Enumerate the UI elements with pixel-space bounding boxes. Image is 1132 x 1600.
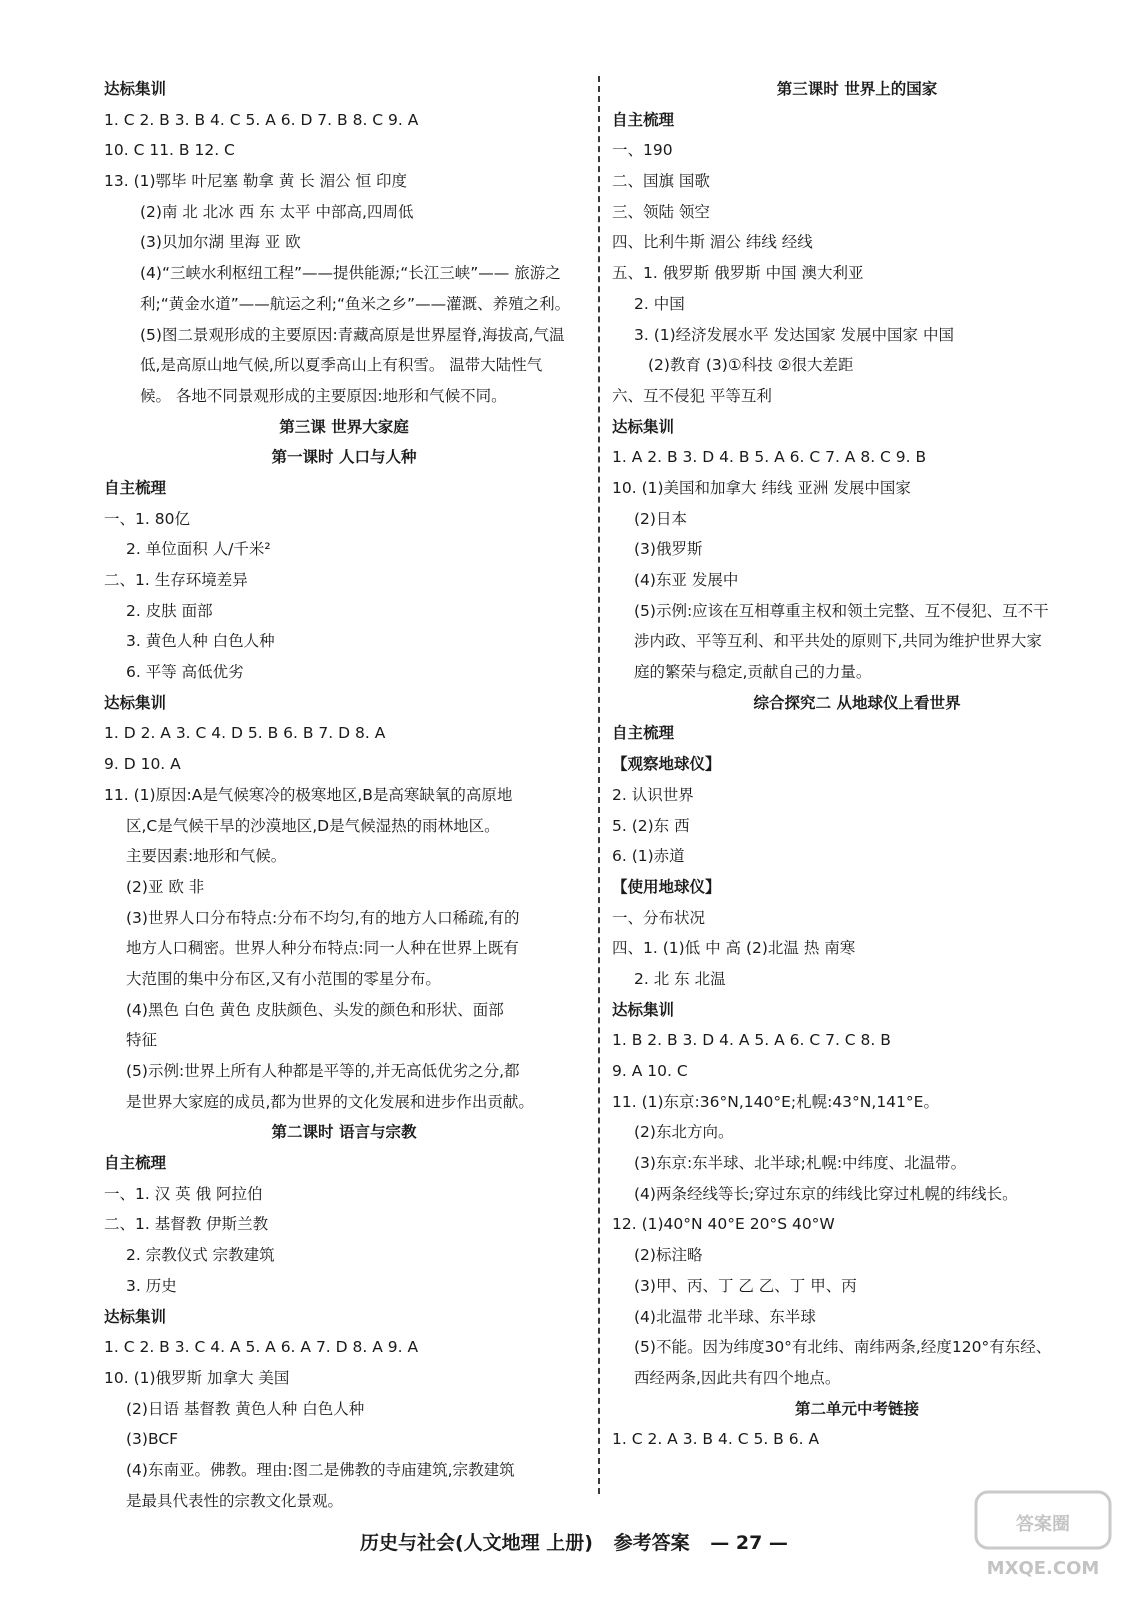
answer-line: 2. 中国	[634, 294, 685, 313]
answer-line: 主要因素:地形和气候。	[126, 847, 287, 866]
answer-line: 13. (1)鄂毕 叶尼塞 勒拿 黄 长 湄公 恒 印度	[104, 172, 408, 191]
answer-line: 涉内政、平等互利、和平共处的原则下,共同为维护世界大家	[634, 632, 1042, 651]
answer-line: 二、国旗 国歌	[612, 172, 710, 191]
answer-line: 低,是高原山地气候,所以夏季高山上有积雪。 温带大陆性气	[140, 356, 543, 375]
answer-line: (3)东京:东半球、北半球;札幌:中纬度、北温带。	[634, 1154, 967, 1173]
answer-line: (4)两条经线等长;穿过东京的纬线比穿过札幌的纬线长。	[634, 1184, 1018, 1203]
answer-line: (2)南 北 北冰 西 东 太平 中部高,四周低	[140, 202, 414, 221]
answer-line: 区,C是气候干旱的沙漠地区,D是气候湿热的雨林地区。	[126, 816, 500, 835]
answer-line: 2. 认识世界	[612, 785, 694, 804]
answer-line: (3)世界人口分布特点:分布不均匀,有的地方人口稀疏,有的	[126, 908, 520, 927]
answer-line: 一、190	[612, 141, 673, 160]
answer-line: 1. C 2. A 3. B 4. C 5. B 6. A	[612, 1430, 820, 1449]
section-heading: 第二单元中考链接	[794, 1399, 919, 1418]
answer-line: 一、分布状况	[612, 908, 706, 927]
answer-line: 2. 单位面积 人/千米²	[126, 540, 271, 559]
answer-line: 四、1. (1)低 中 高 (2)北温 热 南寒	[612, 939, 856, 958]
answer-line: (2)标注略	[634, 1246, 703, 1265]
answer-line: (2)教育 (3)①科技 ②很大差距	[648, 356, 854, 375]
subsection-heading: 自主梳理	[104, 478, 167, 497]
answer-line: 利;“黄金水道”——航运之利;“鱼米之乡”——灌溉、养殖之利。	[140, 294, 571, 313]
answer-line: (5)图二景观形成的主要原因:青藏高原是世界屋脊,海拔高,气温	[140, 325, 565, 344]
answer-line: 2. 北 东 北温	[634, 969, 726, 988]
answer-line: (2)日语 基督教 黄色人种 白色人种	[126, 1399, 365, 1418]
subsection-heading: 【使用地球仪】	[612, 877, 721, 896]
watermark-brand: 答案圈	[1016, 1514, 1070, 1535]
answer-line: 一、1. 80亿	[104, 509, 190, 528]
answer-line: 10. C 11. B 12. C	[104, 141, 235, 160]
answer-line: 3. (1)经济发展水平 发达国家 发展中国家 中国	[634, 325, 954, 344]
right-column	[612, 74, 1102, 1455]
answer-line: 3. 黄色人种 白色人种	[126, 632, 275, 651]
subsection-heading: 达标集训	[104, 80, 167, 98]
answer-line: (4)“三峡水利枢纽工程”——提供能源;“长江三峡”—— 旅游之	[140, 264, 561, 283]
answer-line: 是最具代表性的宗教文化景观。	[126, 1491, 344, 1510]
answer-line: 5. (2)东 西	[612, 816, 690, 835]
answer-line: (4)东南亚。佛教。理由:图二是佛教的寺庙建筑,宗教建筑	[126, 1460, 515, 1479]
answer-line: (4)北温带 北半球、东半球	[634, 1307, 816, 1326]
answer-line: (5)示例:应该在互相尊重主权和领土完整、互不侵犯、互不干	[634, 601, 1049, 620]
subsection-heading: 达标集训	[104, 1307, 167, 1326]
answer-line: 11. (1)原因:A是气候寒冷的极寒地区,B是高寒缺氧的高原地	[104, 785, 513, 804]
section-heading: 第二课时 语言与宗教	[271, 1123, 417, 1142]
answer-line: 五、1. 俄罗斯 俄罗斯 中国 澳大利亚	[612, 264, 864, 283]
answer-line: 四、比利牛斯 湄公 纬线 经线	[612, 233, 813, 252]
answer-line: 西经两条,因此共有四个地点。	[634, 1368, 841, 1387]
answer-line: 一、1. 汉 英 俄 阿拉伯	[104, 1184, 263, 1203]
subsection-heading: 【观察地球仪】	[612, 755, 721, 774]
answer-line: 三、领陆 领空	[612, 202, 710, 221]
answer-line: 11. (1)东京:36°N,140°E;札幌:43°N,141°E。	[612, 1092, 939, 1111]
answer-line: 二、1. 基督教 伊斯兰教	[104, 1215, 269, 1234]
section-heading: 第一课时 人口与人种	[271, 448, 417, 467]
answer-line: 2. 宗教仪式 宗教建筑	[126, 1246, 275, 1265]
section-heading: 综合探究二 从地球仪上看世界	[753, 693, 961, 712]
answer-line: 地方人口稠密。世界人种分布特点:同一人种在世界上既有	[126, 939, 519, 958]
answer-line: 12. (1)40°N 40°E 20°S 40°W	[612, 1215, 835, 1234]
subsection-heading: 达标集训	[612, 1000, 675, 1019]
answer-line: (3)贝加尔湖 里海 亚 欧	[140, 233, 301, 252]
subsection-heading: 达标集训	[612, 417, 675, 436]
subsection-heading: 达标集训	[104, 693, 167, 712]
answer-line: 6. 平等 高低优劣	[126, 663, 244, 682]
answer-line: 1. D 2. A 3. C 4. D 5. B 6. B 7. D 8. A	[104, 724, 386, 743]
answer-line: 10. (1)美国和加拿大 纬线 亚洲 发展中国家	[612, 478, 911, 497]
answer-line: 大范围的集中分布区,又有小范围的零星分布。	[126, 969, 441, 988]
footer-page-number: — 27 —	[710, 1532, 788, 1554]
footer-book-title: 历史与社会(人文地理 上册)	[360, 1532, 593, 1554]
answer-line: 庭的繁荣与稳定,贡献自己的力量。	[634, 663, 872, 682]
answer-line: 二、1. 生存环境差异	[104, 571, 248, 589]
subsection-heading: 自主梳理	[612, 724, 675, 743]
subsection-heading: 自主梳理	[612, 110, 675, 129]
answer-line: (2)东北方向。	[634, 1123, 734, 1142]
answer-line: (2)日本	[634, 509, 687, 528]
answer-line: (3)俄罗斯	[634, 540, 703, 559]
answer-line: (4)东亚 发展中	[634, 571, 739, 589]
watermark-logo	[968, 1486, 1118, 1586]
answer-line: (3)BCF	[126, 1430, 179, 1449]
answer-line: 1. C 2. B 3. C 4. A 5. A 6. A 7. D 8. A 9. A	[104, 1338, 419, 1357]
answer-line: (5)不能。因为纬度30°有北纬、南纬两条,经度120°有东经、	[634, 1338, 1052, 1357]
subsection-heading: 自主梳理	[104, 1154, 167, 1173]
answer-line: (4)黑色 白色 黄色 皮肤颜色、头发的颜色和形状、面部	[126, 1000, 504, 1019]
answer-line: 1. C 2. B 3. B 4. C 5. A 6. D 7. B 8. C 9. A	[104, 110, 419, 129]
section-heading: 第三课时 世界上的国家	[776, 80, 938, 98]
answer-line: 3. 历史	[126, 1276, 177, 1295]
answer-line: 是世界大家庭的成员,都为世界的文化发展和进步作出贡献。	[126, 1092, 534, 1111]
answer-line: 候。 各地不同景观形成的主要原因:地形和气候不同。	[140, 386, 507, 405]
column-divider	[598, 76, 600, 1494]
answer-line: (2)亚 欧 非	[126, 877, 205, 896]
footer-section: 参考答案	[613, 1532, 690, 1554]
answer-line: 9. A 10. C	[612, 1062, 688, 1080]
answer-line: (5)示例:世界上所有人种都是平等的,并无高低优劣之分,都	[126, 1062, 520, 1080]
answer-line: 1. A 2. B 3. D 4. B 5. A 6. C 7. A 8. C 9. B	[612, 448, 927, 467]
left-column	[104, 74, 584, 1516]
answer-line: (3)甲、丙、丁 乙 乙、丁 甲、丙	[634, 1276, 857, 1295]
answer-line: 1. B 2. B 3. D 4. A 5. A 6. C 7. C 8. B	[612, 1031, 891, 1050]
answer-line: 2. 皮肤 面部	[126, 601, 213, 620]
page-footer	[360, 1528, 802, 1555]
answer-line: 特征	[126, 1031, 158, 1050]
answer-line: 六、互不侵犯 平等互利	[612, 386, 772, 405]
watermark-site: MXQE.COM	[986, 1558, 1100, 1579]
answer-line: 6. (1)赤道	[612, 847, 685, 866]
answer-line: 9. D 10. A	[104, 755, 181, 774]
answer-line: 10. (1)俄罗斯 加拿大 美国	[104, 1368, 290, 1387]
section-heading: 第三课 世界大家庭	[279, 417, 409, 436]
